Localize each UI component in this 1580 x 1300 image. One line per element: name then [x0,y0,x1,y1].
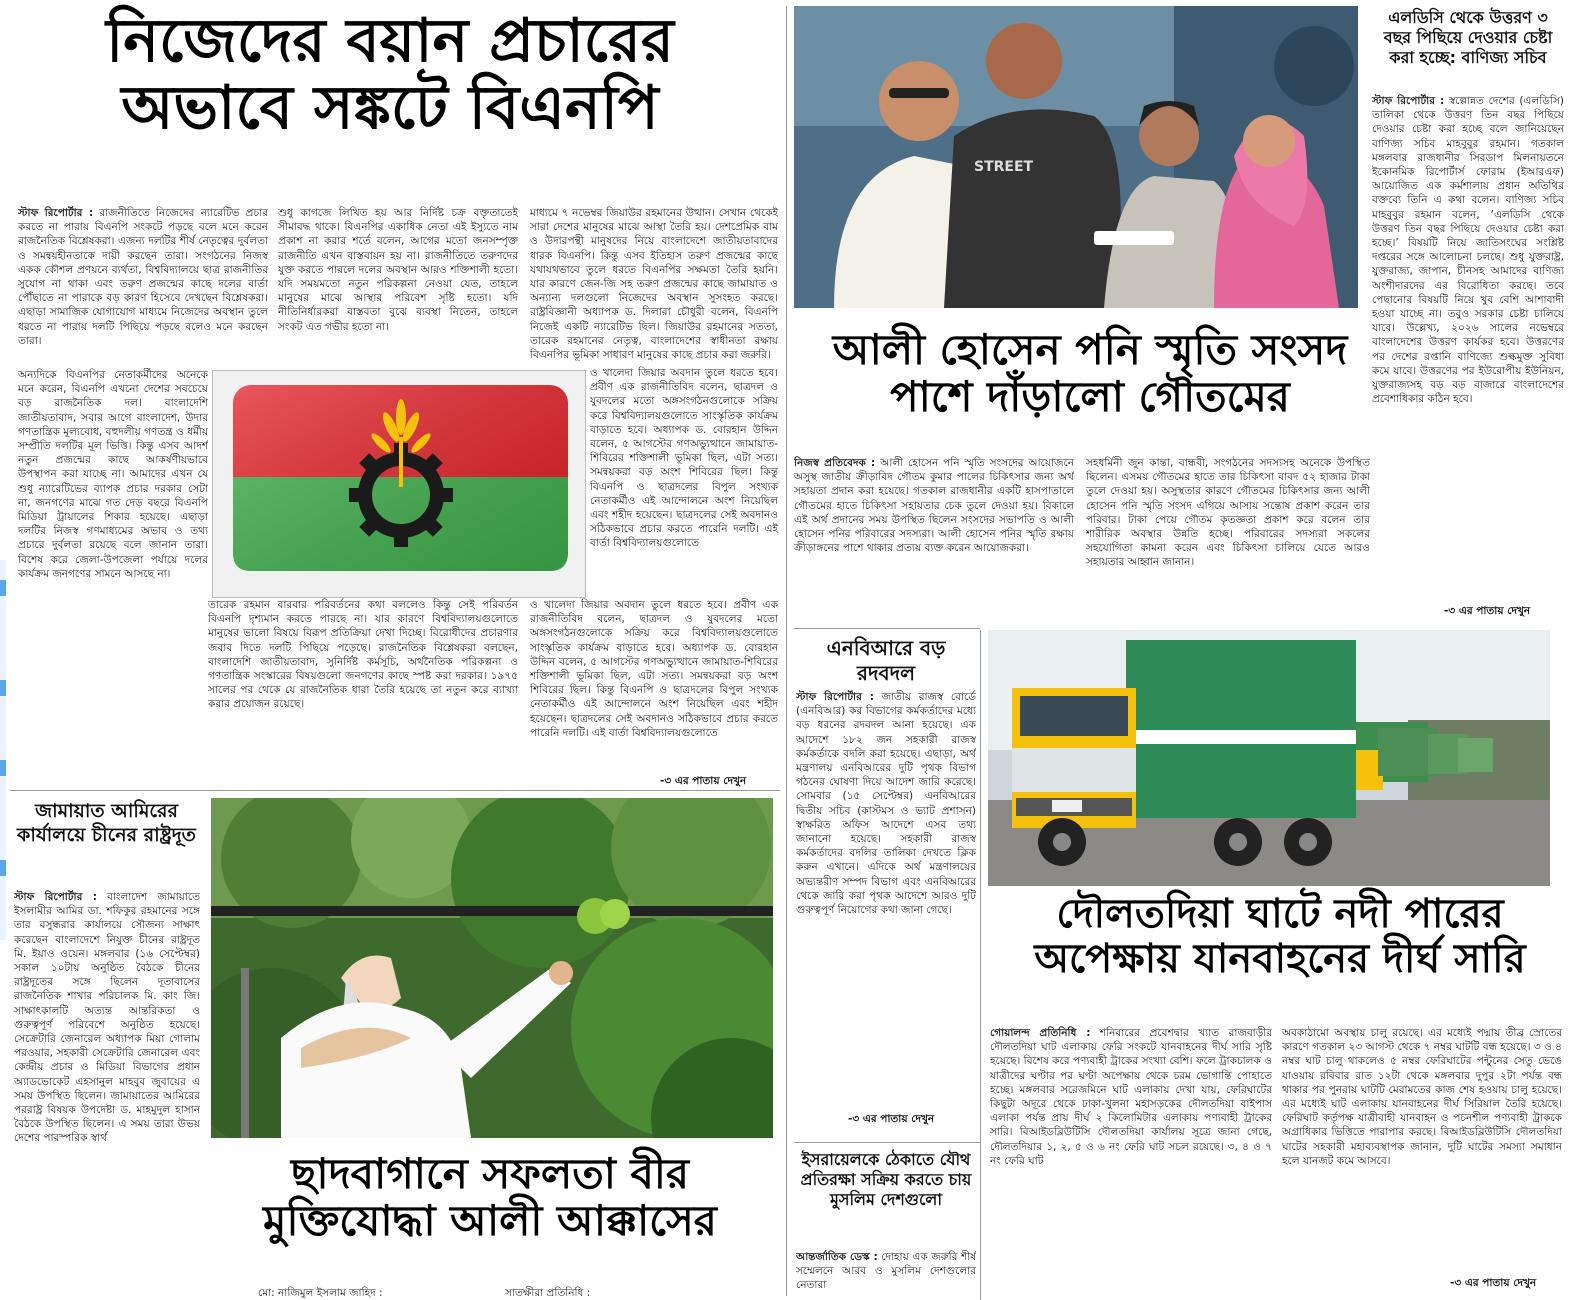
nbr-headline: এনবিআরে বড় রদবদল [826,636,946,685]
israel-byline: আন্তর্জাতিক ডেস্ক : [796,1251,878,1263]
ldc-body-text: স্বল্পোন্নত দেশের (এলডিসি) তালিকা থেকে উত্তরণ তিন বছর পিছিয়ে দেওয়ার চেষ্টা করা হচ্ছে বলে জানিয়েছেন বাণিজ্য সচিব মাহবুবুর রহমান। গতকাল মঙ্গলবার রাজধানীর সিরডাপ মিলনায়তনে ইকোনমিক রিপোর্টার্স ফোরাম (ইআরএফ) আয়োজিত এক কর্মশালায় প্রধান অতিথির বক্তব্যে তিনি এ কথা বলেন। বাণিজ্য সচিব মাহবুবুর রহমান বলেন, ‘এলডিসি থেকে উত্তরণ তিন বছর পিছিয়ে দেওয়ার চেষ্টা করা হচ্ছে।’ বিষয়টি নিয়ে জাতিসংঘের সংশ্লিষ্ট দপ্তরের সঙ্গে আলোচনা চলছে। শুধু যুক্তরাষ্ট্র, যুক্তরাজ্য, জাপান, চীনসহ আমাদের বাণিজ্য অংশীদারদের এর বিরোধিতা করছে। তবে পেছানোর বিষয়টি নিয়ে খুব বেশি আশাবাদী হওয়া যাচ্ছে না। তবুও সরকার চেষ্টা চালিয়ে যাবে। উল্লেখ্য, ২০২৬ সালের নভেম্বরে বাংলাদেশের উত্তরণ কার্যকর হবে। উত্তরণের পর দেশের রপ্তানি বাণিজ্যে শুল্কমুক্ত সুবিধা কমে যাবে। উত্তরণের পর ইউরোপীয় ইউনিয়ন, যুক্তরাজ্যসহ বড় বড় বাজারে বাংলাদেশের প্রবেশাধিকার কঠিন হবে। [1372,95,1564,406]
nbr-body-text: জাতীয় রাজস্ব বোর্ডে (এনবিআর) কর বিভাগের কর্মকর্তাদের মধ্যে বড় ধরনের রদবদল আনা হয়েছে। এক আদেশে ১৮২ জন সহকারী রাজস্ব কর্মকর্তাকে বদলি করা হয়েছে। এছাড়া, অর্থ মন্ত্রণালয় এনবিআরের দুটি পৃথক বিভাগ গঠনের ঘোষণা দিয়ে আদেশ জারি করেছে। সোমবার (১৫ সেপ্টেম্বর) এনবিআরের দ্বিতীয় সচিব (কাস্টমস ও ভ্যাট প্রশাসন) স্বাক্ষরিত অফিস আদেশে এসব তথ্য জানানো হয়েছে। সহকারী রাজস্ব কর্মকর্তাদের বদলির তালিকা দেখতে ক্লিক করুন এখানে। এদিকে অর্থ মন্ত্রণালয়ের অভ্যন্তরীণ সম্পদ বিভাগ এবং এনবিআরের থেকে জারি করা পৃথক আদেশে আরও দুটি গুরুত্বপূর্ণ নিয়োগের কথা জানা গেছে। [796,691,976,917]
ldc-headline: এলডিসি থেকে উত্তরণ ৩ বছর পিছিয়ে দেওয়ার চেষ্টা করা হচ্ছে: বাণিজ্য সচিব [1383,8,1553,67]
main-col3c-text: ও খালেদা জিয়ার অবদান তুলে ধরতে হবে। প্রবীণ এক রাজনীতিবিদ বলেন, ছাত্রদল ও যুবদলের মতো অঙ্গসংগঠনগুলোকে সক্রিয় করে বিশ্ববিদ্যালয়গুলোতে সাংস্কৃতিক কার্যক্রম বাড়াতে হবে। অধ্যাপক ড. বোরহান উদ্দিন বলেন, ৫ আগস্টের গণঅভ্যুত্থানে জামায়াত-শিবিরের শক্তিশালী ভূমিকা ছিল, এটা সত্য। সমন্বয়করা বড় অংশ শিবিরের ছিল। কিন্তু বিএনপি ও ছাত্রদলের বিপুল সংখ্যক নেতাকর্মীও এই আন্দোলনে অংশ নিয়েছিল এবং শহীদ হয়েছেন। ছাত্রদলের সেই অবদানও সঠিকভাবে প্রচার করতে পারেনি দলটি। এই বার্তা বিশ্ববিদ্যালয়গুলোতে [530,599,778,739]
israel-body-text: দোহায় এক জরুরি শীর্ষ সম্মেলনে আরব ও মুসলিম দেশগুলোর নেতারা [796,1251,976,1292]
pony-col2 [1086,456,1370,626]
main-col3a-text: মাধ্যমে ৭ নভেম্বর জিয়াউর রহমানের উত্থান। সেখান থেকেই সারা দেশের মানুষের মাঝে আস্থা তৈরি হয়। দেশপ্রেমিক বাম ও উদারপন্থী মানুষদের নিয়ে বাংলাদেশে জাতীয়তাবাদের ধারক বিএনপি। কিন্তু এসব ইতিহাস তরুণ প্রজন্মের কাছে যথাযথভাবে তুলে ধরতে বিএনপির সক্ষমতা তৈরি হয়নি। যার কারণে জেন-জি সহ তরুণ প্রজন্মের কাছে জামায়াত ও অন্যান্য দলগুলো নিজেদের অবস্থান সুসংহত করছে। রাষ্ট্রবিজ্ঞানী অধ্যাপক ড. দিলারা চৌধুরী বলেন, বিএনপি নিজেই একটি ন্যারেটিভ ছিল। জিয়াউর রহমানের সততা, তারেক রহমানের নেতৃত্ব, বাংলাদেশের স্বাধীনতা রক্ষায় বিএনপির ভূমিকা সাধারণ মানুষের কাছে প্রচার করা জরুরি। [530,207,778,362]
main-story-col3c [530,598,778,774]
main-story-continued[interactable]: -৩ এর পাতায় দেখুন [660,775,747,787]
pony-col1-text: আলী হোসেন পনি স্মৃতি সংসদের আয়োজনে অসুস্থ জাতীয় ক্রীড়াবিদ গৌতম কুমার পালের চিকিৎসার জন্য অর্থ সহায়তা প্রদান করা হয়েছে। গতকাল রাজধানীর একটি হাসপাতালে গৌতমের হাতে চিকিৎসা সহায়তার চেক তুলে দেওয়া হয়। বিকালে এই অর্থ প্রদানের সময় উপস্থিত ছিলেন সংসদের সভাপতি ও আলী হোসেন পনির পরিবারের সদস্যরা। আলী হোসেন পনির স্মৃতি রক্ষায় ক্রীড়াঙ্গনের পাশে থাকার প্রত্যয় ব্যক্ত করেন আয়োজকরা। [794,457,1074,555]
ldc-byline: স্টাফ রিপোর্টার : [1372,95,1445,107]
main-headline: নিজেদের বয়ান প্রচারের অভাবে সঙ্কটে বিএনপি [106,6,674,144]
main-col3b-text: ও খালেদা জিয়ার অবদান তুলে ধরতে হবে। প্রবীণ এক রাজনীতিবিদ বলেন, ছাত্রদল ও যুবদলের মতো অঙ্গসংগঠনগুলোকে সক্রিয় করে বিশ্ববিদ্যালয়গুলোতে সাংস্কৃতিক কার্যক্রম বাড়াতে হবে। অধ্যাপক ড. বোরহান উদ্দিন বলেন, ৫ আগস্টের গণঅভ্যুত্থানে জামায়াত-শিবিরের শক্তিশালী ভূমিকা ছিল, এটা সত্য। সমন্বয়করা বড় অংশ শিবিরের ছিল। কিন্তু বিএনপি ও ছাত্রদলের বিপুল সংখ্যক নেতাকর্মীও এই আন্দোলনে অংশ নিয়েছিল এবং শহীদ হয়েছেন। ছাত্রদলের সেই অবদানও সঠিকভাবে প্রচার করতে পারেনি দলটি। এই বার্তা বিশ্ববিদ্যালয়গুলোতে [590,367,778,550]
main-col1b-text: অন্যদিকে বিএনপির নেতাকর্মীদের অনেকে মনে করেন, বিএনপি এখনো দেশের সবচেয়ে বড় রাজনৈতিক দল। বাংলাদেশি জাতীয়তাবাদ, সবার আগে বাংলাদেশ, উদার গণতান্ত্রিক মূল্যবোধ, বহুদলীয় গণতন্ত্র ও ধর্মীয় সম্প্রীতি দলটির মূল ভিত্তি। কিন্তু এসব আদর্শ নতুন প্রজন্মের কাছে আকর্ষণীয়ভাবে উপস্থাপন করা যাচ্ছে না। আমাদের এখন যে শুধু ন্যারেটিভের ব্যাপক প্রচার দরকার সেটা না, জনগণের মাঝে গত দেড় বছরে বিএনপি মিডিয়া ট্রায়ালের শিকার হয়েছে। এছাড়া দলটির নিজস্ব গণমাধ্যমের অভাব ও তথ্য প্রচারে দুর্বলতা রয়েছে বলে জানান তারা। বিশেষ করে জেলা-উপজেলা পর্যায়ে দলের কার্যক্রম জনগণের সামনে আসছে না। [18,369,208,580]
main-byline: স্টাফ রিপোর্টার : [18,207,94,219]
main-story-col3a [530,206,778,366]
main-col2a-text: শুধু কাগজে লিখিত হয় আর নির্দিষ্ট চক্র বক্তৃতাতেই সীমাবদ্ধ থাকে। বিএনপির একাধিক নেতা এই ইস্যুতে নাম প্রকাশ না করার শর্তে বলেন, আগের মতো জনসম্পৃক্ত রাজনীতি এখন বাস্তবায়ন হয় না। রাজনীতিতে তরুণদের যুক্ত করতে পারলে দলের অবস্থান আরও শক্তিশালী হতো। যদি সময়মতো নতুন পরিকল্পনা নেওয়া যেত, তাহলে মানুষের মাঝে আস্থার পরিবেশ সৃষ্টি হতো। যদি নীতিনির্ধারকরা বাস্তবতা বুঝে ব্যবস্থা নিতেন, তাহলে সংকট এত গভীর হতো না। [278,207,518,333]
ldc-body [1372,94,1564,602]
pony-donation-photo [794,6,1358,308]
pony-headline: আলী হোসেন পনি স্মৃতি সংসদ পাশে দাঁড়ালো গৌতমের [832,325,1348,422]
main-story-col2b-bottom [208,598,518,774]
bnp-flag-image [212,370,586,598]
main-story-col1 [18,206,268,366]
svg-text:STREET: STREET [974,159,1034,175]
doulot-col2 [1282,1026,1562,1272]
israel-headline: ইসরায়েলকে ঠেকাতে যৌথ প্রতিরক্ষা সক্রিয় করতে চায় মুসলিম দেশগুলো [800,1150,972,1209]
garden-photo [211,798,773,1138]
pony-col2-text: সহধর্মিনী জুন কান্তা, বান্ধবী, সংগঠনের সদস্যসহ অনেকে উপস্থিত ছিলেন। এসময় গৌতমের হাতে তার চিকিৎসা বাবদ ৫২ হাজার টাকা তুলে দেওয়া হয়। অসুস্থতার কারণে গৌতমের চিকিৎসার জন্য আলী হোসেন পনি স্মৃতি সংসদ এগিয়ে আসায় সন্তোষ প্রকাশ করেন তার পরিবার। টাকা পেয়ে গৌতম কৃতজ্ঞতা প্রকাশ করে বলেন তার শারীরিক অবস্থার উন্নতি হচ্ছে। পরিবারের সদস্যরা সকলের সহযোগিতা কামনা করেন এবং চিকিৎসা চালিয়ে যেতে আরও সহায়তার আহ্বান জানান। [1086,457,1370,569]
main-story-col2a [278,206,518,362]
truck-cargo [1126,640,1356,818]
main-col2b-text: তারেক রহমান বারবার পরিবর্তনের কথা বললেও কিন্তু সেই পরিবর্তন বিএনপি দৃশ্যমান করতে পারছে না। যার কারণে বিশ্ববিদ্যালয়গুলোতে মানুষের ভালো বিষয়ে বিরূপ প্রতিক্রিয়া দেখা দিচ্ছে। বিরোধীদের প্রচারণার জবাব দিতে দলটি পিছিয়ে পড়েছে। রাজনৈতিক বিশ্লেষকরা বলছেন, বাংলাদেশি জাতীয়তাবাদ, সুনির্দিষ্ট কর্মসূচি, অর্থনৈতিক পরিকল্পনা ও গণতান্ত্রিক সংস্কারের বিষয়গুলো জনগণের কাছে স্পষ্ট করা দরকার। ১৯৭৫ সালের পর থেকে যে রাজনৈতিক ধারা তৈরি হয়েছে তা নতুন করে ব্যাখ্যা করার প্রয়োজন রয়েছে। [208,599,518,711]
main-story-col1b [18,368,208,768]
bottom-byline-left: মো: নাজিমুল ইসলাম জাহিদ : [258,1287,383,1299]
main-story-col3b [590,366,778,598]
trucks-photo [988,630,1550,886]
nbr-continued[interactable]: -৩ এর পাতায় দেখুন [848,1113,935,1125]
main-col1-text: রাজনীতিতে নিজেদের ন্যারেটিভ প্রচার করতে না পারায় বিএনপি সংকটে পড়ছে বলে মনে করেন রাজনৈতিক বিশ্লেষকরা। এজন্য দলটির শীর্ষ নেতৃত্বের দুর্বলতা ও সমন্বয়হীনতাকে দায়ী করছেন তারা। সংগঠনের নিজস্ব একক কৌশল প্রণয়নে ব্যর্থতা, বিশ্ববিদ্যালয়ে ছাত্র রাজনীতির সুযোগ না থাকা এবং তরুণ প্রজন্মের কাছে দলের বার্তা পৌঁছাতে না পারাকে বড় কারণ হিসেবে দেখছেন বিশ্লেষকরা। এছাড়া সামাজিক যোগাযোগ মাধ্যমে নিজেদের অবস্থান তুলে ধরতে না পারায় দলটি পিছিয়ে পড়ছে বলেও মনে করছেন তারা। [18,207,268,347]
nbr-byline: স্টাফ রিপোর্টার : [796,691,874,703]
bottom-byline-right: সাতক্ষীরা প্রতিনিধি : [505,1287,591,1299]
doulot-headline: দৌলতদিয়া ঘাটে নদী পারের অপেক্ষায় যানবাহনের দীর্ঘ সারি [1034,891,1526,982]
doulot-continued[interactable]: -৩ এর পাতায় দেখুন [1450,1277,1537,1289]
israel-body [796,1250,976,1296]
bnp-flag-svg [213,371,585,597]
doulot-col1 [990,1026,1272,1296]
jamaat-body [14,890,200,1292]
ldc-continued[interactable]: -৩ এর পাতায় দেখুন [1444,605,1531,617]
nbr-body [796,690,976,1110]
pony-byline: নিজস্ব প্রতিবেদক : [794,457,876,469]
chhad-headline: ছাদবাগানে সফলতা বীর মুক্তিযোদ্ধা আলী আক্কাসের [263,1149,717,1246]
pony-col1 [794,456,1074,632]
doulot-byline: গোয়ালন্দ প্রতিনিধি : [990,1027,1091,1039]
doulot-col1-text: শনিবারের প্রবেশদ্বার খ্যাত রাজবাড়ীর দৌলতদিয়া ঘাট এলাকায় ফেরি সংকটে যানবাহনের দীর্ঘ সারি সৃষ্টি হয়েছে। বিশেষ করে পণ্যবাহী ট্রাকের সংখ্যা বেশি। ফলে ট্রাকচালক ও যাত্রীদের ঘণ্টার পর ঘণ্টা অপেক্ষায় থেকে চরম ভোগান্তি পোহাতে হচ্ছে। মঙ্গলবার সরেজমিনে ঘাট এলাকায় দেখা যায়, ফেরিঘাটের কিছুটা অদূরে থেকে ঢাকা-খুলনা মহাসড়কের দৌলতদিয়া বাইপাস এলাকা পর্যন্ত প্রায় দীর্ঘ ২ কিলোমিটার এলাকায় পণ্যবাহী ট্রাকের সারি। বিআইডব্লিউটিসি দৌলতদিয়া কার্যালয় সূত্রে জানা গেছে, দৌলতদিয়ার ১, ২, ৫ ও ৬ নং ফেরি ঘাট সচল রয়েছে। ৩, ৪ ও ৭ নং ফেরি ঘাট [990,1027,1272,1167]
jamaat-headline: জামায়াত আমিরের কার্যালয়ে চীনের রাষ্ট্রদূত [17,800,196,846]
jamaat-body-text: বাংলাদেশ জামায়াতে ইসলামীর আমির ডা. শফিকুর রহমানের সঙ্গে তার বসুন্ধরার কার্যালয়ে সৌজন্য সাক্ষাৎ করেছেন বাংলাদেশে নিযুক্ত চীনের রাষ্ট্রদূত মি. ইয়াও ওয়েন। মঙ্গলবার (১৬ সেপ্টেম্বর) সকাল ১০টায় অনুষ্ঠিত বৈঠকে চীনের রাষ্ট্রদূতের সঙ্গে ছিলেন দূতাবাসের রাজনৈতিক শাখার পরিচালক মি. কাং জি। সাক্ষাৎকালটি অত্যন্ত আন্তরিকতা ও গুরুত্বপূর্ণ পরিবেশে অনুষ্ঠিত হয়েছে। সেক্রেটারি জেনারেল অধ্যাপক মিয়া গোলাম পরওয়ার, সহকারী সেক্রেটারি জেনারেল এবং কেন্দ্রীয় প্রচার ও মিডিয়া বিভাগের প্রধান অ্যাডভোকেট এহসানুল মাহবুব জুবায়ের এ সময় উপস্থিত ছিলেন। জামায়াতের আমিরের পররাষ্ট্র বিষয়ক উপদেষ্টা ড. মাহমুদুল হাসান বৈঠকে উপস্থিত ছিলেন। এ সময় তারা উভয় দেশের পারস্পরিক স্বার্থ [14,891,200,1145]
jamaat-byline: স্টাফ রিপোর্টার : [14,891,97,903]
left-edge-strip [0,560,6,940]
doulot-col2-text: অবকাঠামো অবস্থায় চালু রয়েছে। এর মধ্যেই পদ্মায় তীব্র স্রোতের কারণে গতকাল ২৩ আগস্ট থেকে ৭ নম্বর ঘাটটি বন্ধ হয়েছে। ৩ ও ৪ নম্বর ঘাট চালু থাকলেও ৫ নম্বর ফেরিঘাটের পন্টুনের সেতু ভেঙে যাওয়ায় রবিবার রাত ১২টা থেকে মঙ্গলবার দুপুর ২টা পর্যন্ত বন্ধ থাকার পর পুনরায় ঘাটটি মেরামতের কাজ শেষ হওয়ায় চালু হয়েছে। এর মধ্যেই ঘাট এলাকায় যানবাহনের দীর্ঘ সিরিয়াল তৈরি হয়েছে। ফেরিঘাট কর্তৃপক্ষ যাত্রীবাহী যানবাহন ও পচনশীল পণ্যবাহী ট্রাককে অগ্রাধিকার ভিত্তিতে পারাপার করছে। বিআইডব্লিউটিসি দৌলতদিয়া ঘাটের সহকারী মহাব্যবস্থাপক জানান, দুটি ঘাটের সমস্যা সমাধান হলে যানজট কমে আসবে। [1282,1027,1562,1167]
